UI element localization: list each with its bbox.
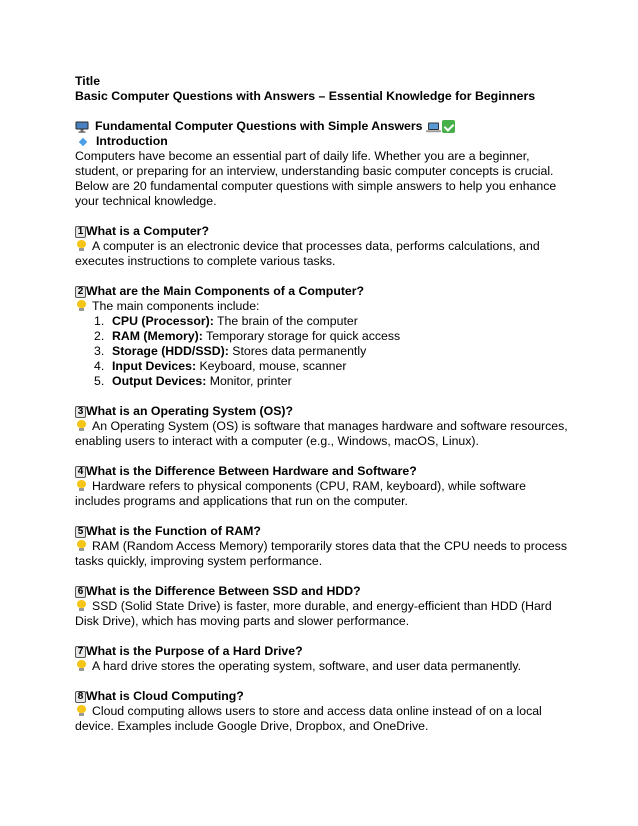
- answer-text: [75, 419, 568, 449]
- light-bulb-icon: [77, 240, 86, 251]
- list-item-number: 3.: [94, 344, 105, 358]
- number-keycap-icon: 7: [75, 646, 86, 658]
- question-heading: [75, 284, 568, 299]
- light-bulb-icon: [77, 705, 86, 716]
- laptop-icon: [426, 122, 440, 132]
- answer-text: [75, 479, 568, 509]
- list-item-term: Storage (HDD/SSD):: [112, 344, 229, 358]
- question-title: What are the Main Components of a Computer?: [86, 284, 365, 298]
- question-heading: [75, 644, 568, 659]
- question-section: [75, 644, 568, 689]
- headline: [75, 119, 568, 134]
- question-title: What is the Purpose of a Hard Drive?: [86, 644, 303, 658]
- answer-body: A computer is an electronic device that processes data, performs calculations, and executes instructions to complete various tasks.: [75, 239, 540, 268]
- number-keycap-icon: 8: [75, 691, 86, 703]
- blue-diamond-icon: [79, 137, 87, 145]
- list-item-description: Stores data permanently: [228, 344, 367, 358]
- answer-body: Hardware refers to physical components (CPU, RAM, keyboard), while software includes programs and applications that run on the computer.: [75, 479, 526, 508]
- number-keycap-icon: 2: [75, 286, 86, 298]
- question-section: [75, 404, 568, 464]
- answer-text: [75, 659, 568, 674]
- desktop-computer-icon: [75, 121, 89, 132]
- question-title: What is Cloud Computing?: [86, 689, 244, 703]
- document-title: Basic Computer Questions with Answers – Essential Knowledge for Beginners: [75, 89, 536, 103]
- question-title: What is a Computer?: [86, 224, 209, 238]
- list-item-term: Output Devices:: [112, 374, 207, 388]
- list-item: [94, 314, 568, 329]
- list-item-content: [112, 374, 292, 389]
- question-section: [75, 689, 568, 734]
- check-mark-icon: [442, 120, 455, 133]
- list-item-number: 1.: [94, 314, 105, 328]
- list-item-content: [112, 359, 346, 374]
- list-item: [94, 374, 568, 389]
- list-item-content: [112, 344, 366, 359]
- answer-text: [75, 239, 568, 269]
- question-section: [75, 584, 568, 644]
- question-section: [75, 464, 568, 524]
- answer-body: RAM (Random Access Memory) temporarily stores data that the CPU needs to process tasks quickly, improving system performance.: [75, 539, 567, 568]
- question-heading: [75, 689, 568, 704]
- list-item-term: CPU (Processor):: [112, 314, 214, 328]
- headline-text: Fundamental Computer Questions with Simple Answers: [95, 119, 423, 133]
- intro-paragraph: Computers have become an essential part of daily life. Whether you are a beginner, student, or preparing for an interview, understanding basic computer concepts is crucial. Below are 20 fundamental computer questions with simple answers to help you enhance your technical knowledge.: [75, 149, 557, 208]
- list-item-content: [112, 329, 400, 344]
- question-heading: [75, 464, 568, 479]
- light-bulb-icon: [77, 300, 86, 311]
- answer-body: A hard drive stores the operating system, software, and user data permanently.: [92, 659, 522, 673]
- question-section: [75, 524, 568, 584]
- answer-body: Cloud computing allows users to store and access data online instead of on a local device. Examples include Google Drive, Dropbox, and OneDrive.: [75, 704, 542, 733]
- light-bulb-icon: [77, 480, 86, 491]
- number-keycap-icon: 6: [75, 586, 86, 598]
- answer-text: [75, 539, 568, 569]
- intro-heading-text: Introduction: [96, 134, 168, 148]
- number-keycap-icon: 3: [75, 406, 86, 418]
- list-item-description: Temporary storage for quick access: [202, 329, 401, 343]
- question-title: What is the Function of RAM?: [86, 524, 261, 538]
- list-item-description: The brain of the computer: [213, 314, 358, 328]
- answer-body: The main components include:: [92, 299, 260, 313]
- answer-text: [75, 704, 568, 734]
- question-title: What is an Operating System (OS)?: [86, 404, 294, 418]
- list-item-term: Input Devices:: [112, 359, 197, 373]
- answer-text: [75, 299, 568, 314]
- number-keycap-icon: 1: [75, 226, 86, 238]
- list-item-description: Keyboard, mouse, scanner: [196, 359, 347, 373]
- answer-body: SSD (Solid State Drive) is faster, more durable, and energy-efficient than HDD (Hard Disk Drive), which has moving parts and slower performance.: [75, 599, 552, 628]
- number-keycap-icon: 4: [75, 466, 86, 478]
- list-item-term: RAM (Memory):: [112, 329, 203, 343]
- question-heading: [75, 524, 568, 539]
- question-title: What is the Difference Between Hardware and Software?: [86, 464, 417, 478]
- list-item: [94, 344, 568, 359]
- question-heading: [75, 584, 568, 599]
- list-item-number: 4.: [94, 359, 105, 373]
- light-bulb-icon: [77, 660, 86, 671]
- question-heading: [75, 224, 568, 239]
- question-section: [75, 284, 568, 404]
- answer-text: [75, 599, 568, 629]
- question-heading: [75, 404, 568, 419]
- questions-section: [75, 224, 568, 734]
- list-item-number: 2.: [94, 329, 105, 343]
- answer-body: An Operating System (OS) is software that manages hardware and software resources, enabling users to interact with a computer (e.g., Windows, macOS, Linux).: [75, 419, 568, 448]
- list-item: [94, 359, 568, 374]
- light-bulb-icon: [77, 420, 86, 431]
- list-item-description: Monitor, printer: [206, 374, 292, 388]
- question-section: [75, 224, 568, 284]
- number-keycap-icon: 5: [75, 526, 86, 538]
- light-bulb-icon: [77, 540, 86, 551]
- intro-heading: [75, 134, 568, 149]
- question-title: What is the Difference Between SSD and HDD?: [86, 584, 361, 598]
- title-label: Title: [75, 74, 101, 88]
- list-item-number: 5.: [94, 374, 105, 388]
- light-bulb-icon: [77, 600, 86, 611]
- component-list: [75, 314, 568, 389]
- list-item: [94, 329, 568, 344]
- list-item-content: [112, 314, 358, 329]
